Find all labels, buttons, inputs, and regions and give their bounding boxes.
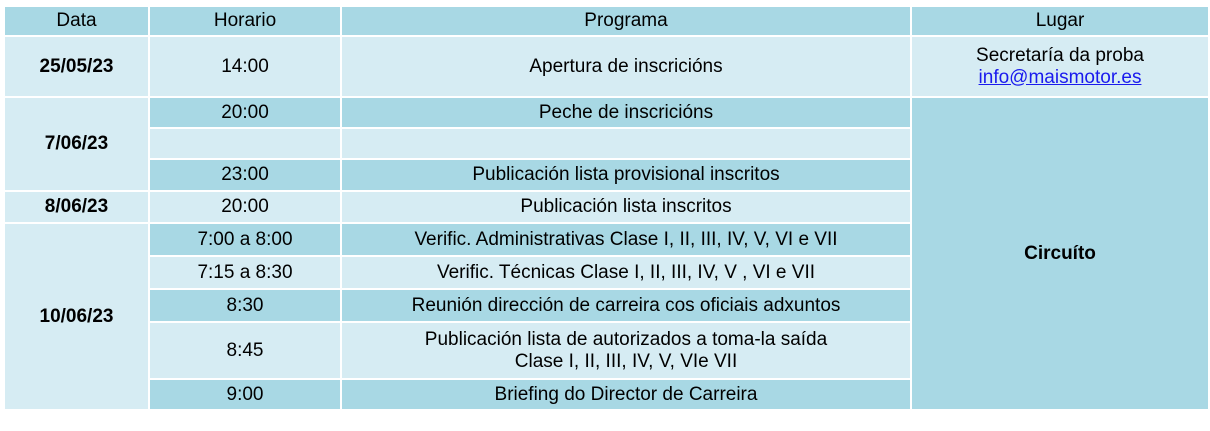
header-row <box>5 7 1208 35</box>
time-cell: 7:00 a 8:00 <box>150 224 340 255</box>
time-cell: 7:15 a 8:30 <box>150 257 340 288</box>
header-lugar: Lugar <box>912 7 1208 35</box>
program-cell: Reunión dirección de carreira cos oficiais adxuntos <box>342 290 910 321</box>
program-cell: Briefing do Director de Carreira <box>342 380 910 409</box>
program-cell: Publicación lista inscritos <box>342 192 910 222</box>
header-data: Data <box>5 7 148 35</box>
program-cell: Peche de inscricións <box>342 98 910 127</box>
schedule-container <box>3 5 1210 411</box>
schedule-table <box>3 5 1210 411</box>
table-row <box>5 37 1208 96</box>
header-horario: Horario <box>150 7 340 35</box>
date-cell: 25/05/23 <box>5 37 148 96</box>
table-row <box>5 98 1208 127</box>
email-link[interactable]: info@maismotor.es <box>978 66 1142 88</box>
program-line: Publicación lista de autorizados a toma-la saída <box>424 328 828 350</box>
place-secretaria: Secretaría da proba <box>976 44 1144 66</box>
place-circuito: Circuíto <box>912 98 1208 409</box>
program-cell: Apertura de inscricións <box>342 37 910 96</box>
time-cell: 20:00 <box>150 98 340 127</box>
program-cell: Publicación lista provisional inscritos <box>342 160 910 190</box>
date-cell: 8/06/23 <box>5 192 148 222</box>
date-cell: 10/06/23 <box>5 224 148 409</box>
program-cell <box>342 129 910 158</box>
program-line: Clase I, II, III, IV, V, VIe VII <box>514 350 738 372</box>
header-programa: Programa <box>342 7 910 35</box>
program-cell: Verific. Administrativas Clase I, II, III, IV, V, VI e VII <box>342 224 910 255</box>
place-cell <box>912 37 1208 96</box>
time-cell <box>150 129 340 158</box>
date-cell: 7/06/23 <box>5 98 148 190</box>
time-cell: 8:30 <box>150 290 340 321</box>
time-cell: 14:00 <box>150 37 340 96</box>
time-cell: 9:00 <box>150 380 340 409</box>
program-cell: Verific. Técnicas Clase I, II, III, IV, V , VI e VII <box>342 257 910 288</box>
program-cell <box>342 323 910 378</box>
time-cell: 20:00 <box>150 192 340 222</box>
time-cell: 8:45 <box>150 323 340 378</box>
time-cell: 23:00 <box>150 160 340 190</box>
